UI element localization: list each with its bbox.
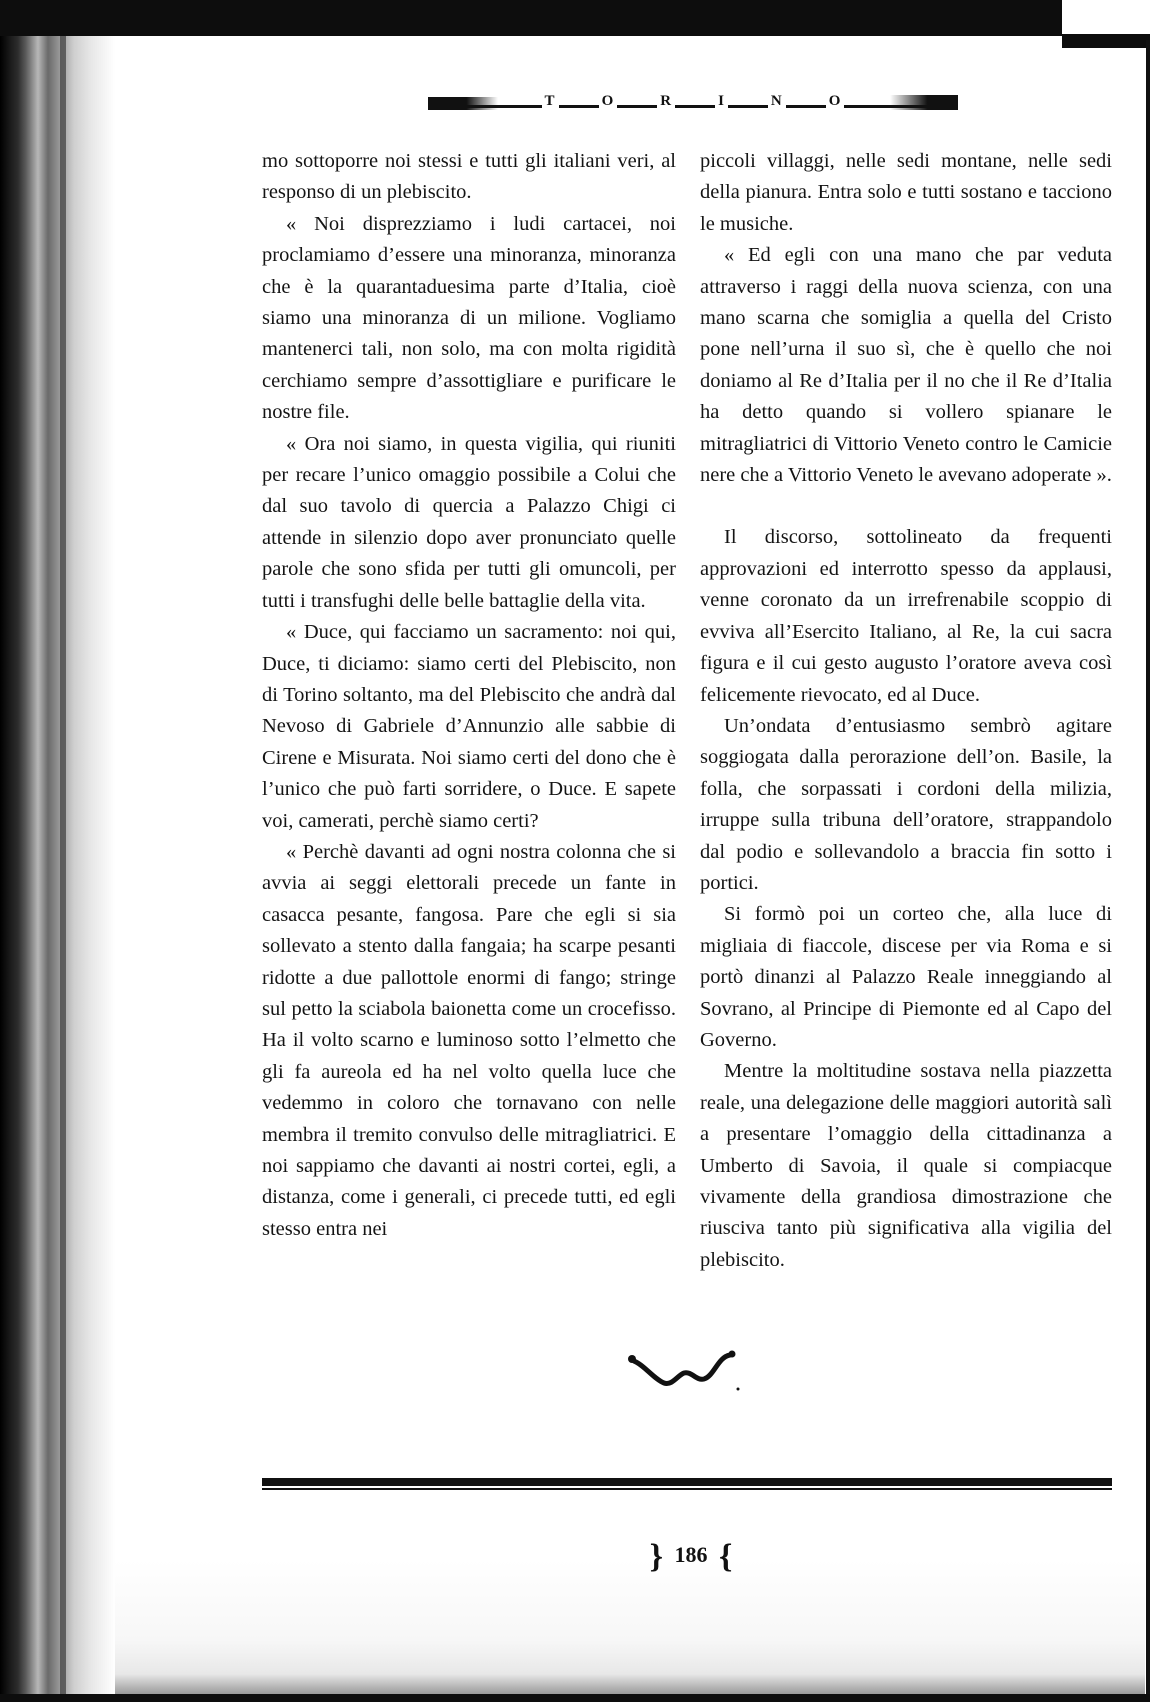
running-header — [428, 94, 958, 111]
paragraph: Mentre la moltitudine sostava nella piazzetta reale, una delegazione delle maggiori autorità salì a presentare l’omaggio della cittadinanza a Umberto di Savoia, il quale si compiacque vivamente della grandiosa dimostrazione che riusciva tanto più significativa alla vigilia del plebiscito. — [700, 1060, 1112, 1271]
header-letter: O — [826, 93, 845, 110]
header-letter: O — [599, 93, 618, 110]
paragraph: Il discorso, sottolineato da frequenti approvazioni ed interrotto spesso da applausi, venne coronato da un irrefrenabile scoppio di evviva all’Esercito Italiano, al Re, la cui sacra figura e il cui gesto augusto l’oratore aveva così felicemente rievocato, ed al Duce. — [700, 526, 1112, 706]
scan-border-top — [0, 0, 1062, 36]
right-text-column — [700, 146, 1112, 1276]
paragraph: mo sottoporre noi stessi e tutti gli italiani veri, al responso di un plebiscito. — [262, 150, 676, 204]
paragraph: « Duce, qui facciamo un sacramento: noi qui, Duce, ti diciamo: siamo certi del Plebiscito, non di Torino soltanto, ma del Plebiscito che andrà dal Nevoso di Gabriele d’Annunzio alle sabbie di Cirene e Misurata. Noi siamo certi del dono che è l’unico che può farti sorridere, o Duce. E sapete voi, camerati, perchè siamo certi? — [262, 621, 676, 832]
paragraph: « Ora noi siamo, in questa vigilia, qui riuniti per recare l’unico omaggio possibile a Colui che dal suo tavolo di quercia a Palazzo Chigi ci attende in silenzio dopo aver pronunciato quelle parole che sono sfida per tutti gli omuncoli, per tutti i transfughi delle belle battaglie della vita. — [262, 432, 676, 612]
scan-border-right — [1146, 40, 1150, 1702]
brace-left-icon: } — [649, 1538, 663, 1575]
wave-flourish-icon — [626, 1345, 744, 1391]
paragraph: Un’ondata d’entusiasmo sembrò agitare soggiogata dalla perorazione dell’on. Basile, la folla, che sorpassati i cordoni della milizia, irruppe sulla tribuna dell’oratore, strappandolo dal podio e sollevandolo a braccia fin sotto i portici. — [700, 714, 1112, 894]
header-letter: R — [657, 93, 675, 110]
page-number-value: 186 — [674, 1542, 708, 1567]
brace-right-icon: { — [719, 1538, 733, 1575]
footer-rule — [262, 1478, 1112, 1492]
header-letter: N — [768, 93, 786, 110]
header-letter: I — [715, 93, 728, 110]
scan-border-top-right — [1062, 34, 1150, 48]
page-bottom-fold — [115, 1560, 1145, 1694]
paragraph: « Ed egli con una mano che par veduta attraverso i raggi della nuova scienza, con una mano scarna che somiglia a quella del Cristo pone nell’urna il suo sì, che è quello che noi doniamo al Re d’Italia per il no che il Re d’Italia ha detto quando si vollero spianare le mitragliatrici di Vittorio Veneto contro le Camicie nere che a Vittorio Veneto le avevano adoperate ». — [700, 244, 1112, 487]
page-number — [636, 1538, 746, 1578]
paragraph: « Noi disprezziamo i ludi cartacei, noi proclamiamo d’essere una minoranza, minoranza che è la quarantaduesima parte d’Italia, cioè siamo una minoranza di un milione. Vogliamo mantenerci tali, non solo, ma con molta rigidità cerchiamo sempre d’assottigliare e purificare le nostre file. — [262, 212, 676, 424]
left-text-column — [262, 146, 676, 1245]
paragraph: « Perchè davanti ad ogni nostra colonna che si avvia ai seggi elettorali precede un fante in casacca pesante, fangosa. Pare che egli si sia sollevato a stento dalla fangaia; ha scarpe pesanti ridotte a due pallottole enormi di fango; stringe sul petto la sciabola baionetta come un crocefisso. Ha il volto scarno e luminoso sotto l’elmetto che gli fa aureola ed ha nel volto quella luce che vedemmo in coloro che tornavano con nelle membra il tremito convulso delle mitragliatrici. E noi sappiamo che davanti ai nostri cortei, egli, a distanza, come i generali, ci precede tutti, ed egli stesso entra nei — [262, 840, 676, 1240]
binding-line — [60, 36, 66, 1696]
book-binding-shadow — [0, 36, 115, 1696]
scan-border-bottom — [0, 1694, 1150, 1702]
header-letter: T — [542, 93, 559, 110]
paragraph: Si formò poi un corteo che, alla luce di migliaia di fiaccole, discese per via Roma e si portò dinanzi al Palazzo Reale inneggiando al Sovrano, al Principe di Piemonte ed al Capo del Governo. — [700, 903, 1112, 1051]
header-title — [428, 93, 958, 110]
footer-rule-thick — [262, 1478, 1112, 1486]
footer-rule-thin — [262, 1488, 1112, 1490]
paragraph: piccoli villaggi, nelle sedi montane, nelle sedi della pianura. Entra solo e tutti sostano e tacciono le musiche. — [700, 150, 1112, 235]
